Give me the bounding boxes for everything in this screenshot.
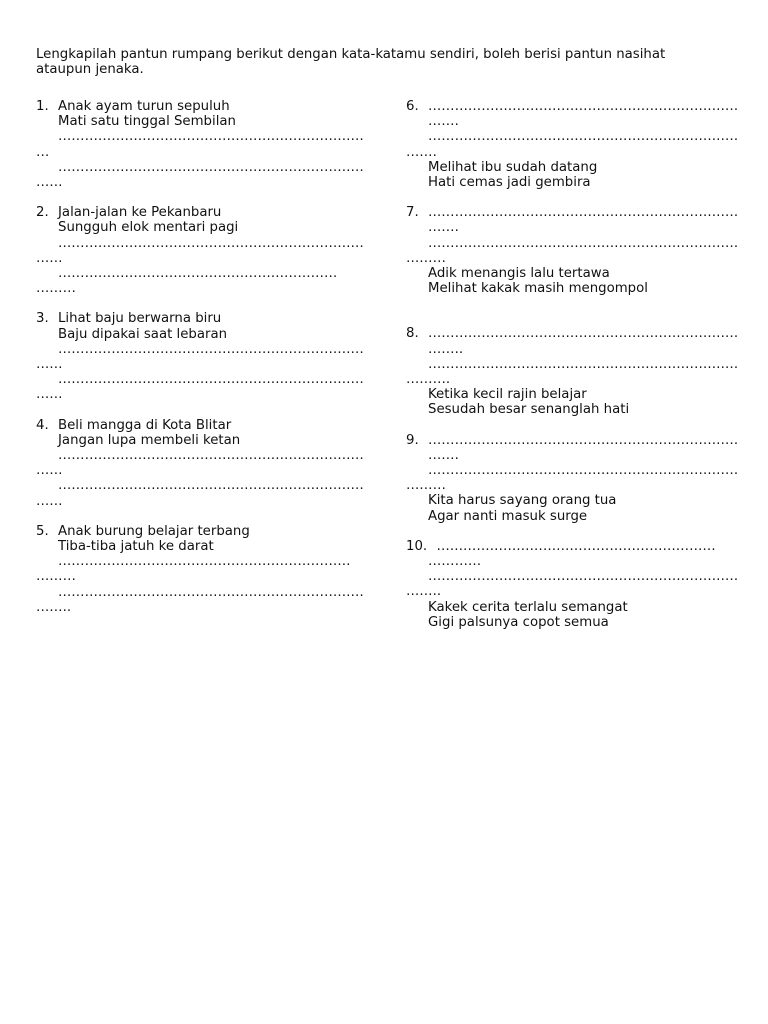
item-number: 5. — [36, 523, 49, 539]
right-column — [406, 99, 739, 630]
item-number: 7. — [406, 205, 419, 221]
answer-blank[interactable]: ……………………………………………………………. — [428, 205, 739, 221]
answer-blank[interactable]: ……………………………………………………………. — [428, 569, 739, 585]
answer-blank[interactable]: …………………………………………………………… — [58, 341, 364, 357]
pantun-line: Beli mangga di Kota Blitar — [58, 417, 232, 433]
item-number: 1. — [36, 99, 49, 114]
answer-blank-continuation: ……… — [36, 281, 76, 297]
answer-blank[interactable]: ……………………………………………………… — [428, 538, 716, 554]
pantun-line: Lihat baju berwarna biru — [58, 311, 222, 327]
answer-blank[interactable]: ……………………………………………………… — [58, 266, 338, 282]
answer-blank-continuation: …… — [36, 357, 63, 373]
item-number: 6. — [406, 99, 419, 114]
answer-blank[interactable]: …………………………………………………………… — [58, 448, 364, 464]
item-number: 9. — [406, 432, 419, 448]
answer-blank[interactable]: …………………………………………………………… — [58, 478, 364, 494]
pantun-item-6 — [406, 99, 739, 191]
answer-blank-continuation: … — [36, 144, 50, 160]
answer-blank-continuation: …… — [36, 493, 63, 509]
pantun-line: Agar nanti masuk surge — [428, 508, 588, 524]
answer-blank[interactable]: ……………………………………………………………. — [428, 326, 739, 342]
pantun-item-2 — [36, 205, 366, 296]
answer-blank-continuation: ……. — [406, 144, 437, 160]
answer-blank[interactable]: ……………………………………………………………. — [428, 356, 739, 372]
pantun-line: Hati cemas jadi gembira — [428, 175, 591, 191]
pantun-line: Melihat ibu sudah datang — [428, 159, 598, 175]
pantun-item-3 — [36, 311, 366, 402]
pantun-line: Melihat kakak masih mengompol — [428, 281, 648, 297]
answer-blank-continuation: …….. — [406, 584, 442, 600]
pantun-line: Kita harus sayang orang tua — [428, 493, 617, 509]
answer-blank-continuation: ……. — [428, 447, 459, 463]
pantun-line: Adik menangis lalu tertawa — [428, 266, 610, 282]
answer-blank-continuation: ……. — [428, 220, 459, 236]
pantun-line: Mati satu tinggal Sembilan — [58, 114, 236, 130]
pantun-item-8 — [406, 326, 739, 418]
answer-blank-continuation: …….. — [428, 341, 464, 357]
answer-blank-continuation: ……… — [406, 250, 446, 266]
answer-blank-continuation: ……… — [406, 478, 446, 494]
answer-blank-continuation: ……… — [36, 569, 76, 585]
answer-blank-continuation: …… — [36, 463, 63, 479]
answer-blank[interactable]: …………………………………………………………… — [58, 159, 364, 175]
pantun-line: Sesudah besar senanglah hati — [428, 402, 630, 418]
pantun-line: Tiba-tiba jatuh ke darat — [58, 539, 214, 555]
pantun-line: Sungguh elok mentari pagi — [58, 220, 239, 236]
answer-blank[interactable]: …………………………………………………………… — [58, 584, 364, 600]
answer-blank[interactable]: ……………………………………………………………. — [428, 235, 739, 251]
answer-blank[interactable]: ……………………………………………………………. — [428, 432, 739, 448]
item-number: 10. — [406, 538, 428, 554]
item-number: 3. — [36, 311, 49, 327]
pantun-item-10 — [406, 538, 739, 630]
answer-blank-continuation: ………. — [406, 372, 451, 388]
answer-blank[interactable]: ……………………………………………………………. — [428, 99, 739, 114]
pantun-item-1 — [36, 99, 366, 190]
answer-blank-continuation: …… — [36, 175, 63, 191]
pantun-line: Jalan-jalan ke Pekanbaru — [58, 205, 222, 221]
answer-blank[interactable]: ………………………………………………………… — [58, 554, 351, 570]
answer-blank-continuation: ………… — [428, 554, 482, 570]
item-number: 4. — [36, 417, 49, 433]
pantun-item-5 — [36, 524, 366, 615]
pantun-item-4 — [36, 418, 366, 509]
pantun-line: Jangan lupa membeli ketan — [58, 432, 241, 448]
pantun-line: Ketika kecil rajin belajar — [428, 387, 587, 403]
pantun-line: Gigi palsunya copot semua — [428, 614, 609, 630]
left-column — [36, 99, 366, 615]
answer-blank[interactable]: …………………………………………………………… — [58, 235, 364, 251]
answer-blank-continuation: …… — [36, 387, 63, 403]
item-number: 2. — [36, 205, 49, 221]
pantun-line: Anak ayam turun sepuluh — [58, 99, 230, 114]
pantun-item-9 — [406, 432, 739, 524]
answer-blank-continuation: …….. — [36, 599, 72, 615]
answer-blank[interactable]: …………………………………………………………… — [58, 372, 364, 388]
answer-blank[interactable]: ……………………………………………………………. — [428, 463, 739, 479]
item-number: 8. — [406, 326, 419, 342]
answer-blank[interactable]: …………………………………………………………… — [58, 129, 364, 145]
pantun-line: Anak burung belajar terbang — [58, 523, 250, 539]
pantun-line: Baju dipakai saat lebaran — [58, 326, 228, 342]
pantun-line: Kakek cerita terlalu semangat — [428, 599, 628, 615]
answer-blank-continuation: ……. — [428, 114, 459, 130]
answer-blank-continuation: …… — [36, 250, 63, 266]
answer-blank[interactable]: ……………………………………………………………. — [428, 129, 739, 145]
instruction-text: Lengkapilah pantun rumpang berikut dengan kata-katamu sendiri, boleh berisi pantun nasihat ataupun jenaka. — [36, 47, 666, 78]
pantun-item-7 — [406, 205, 739, 297]
